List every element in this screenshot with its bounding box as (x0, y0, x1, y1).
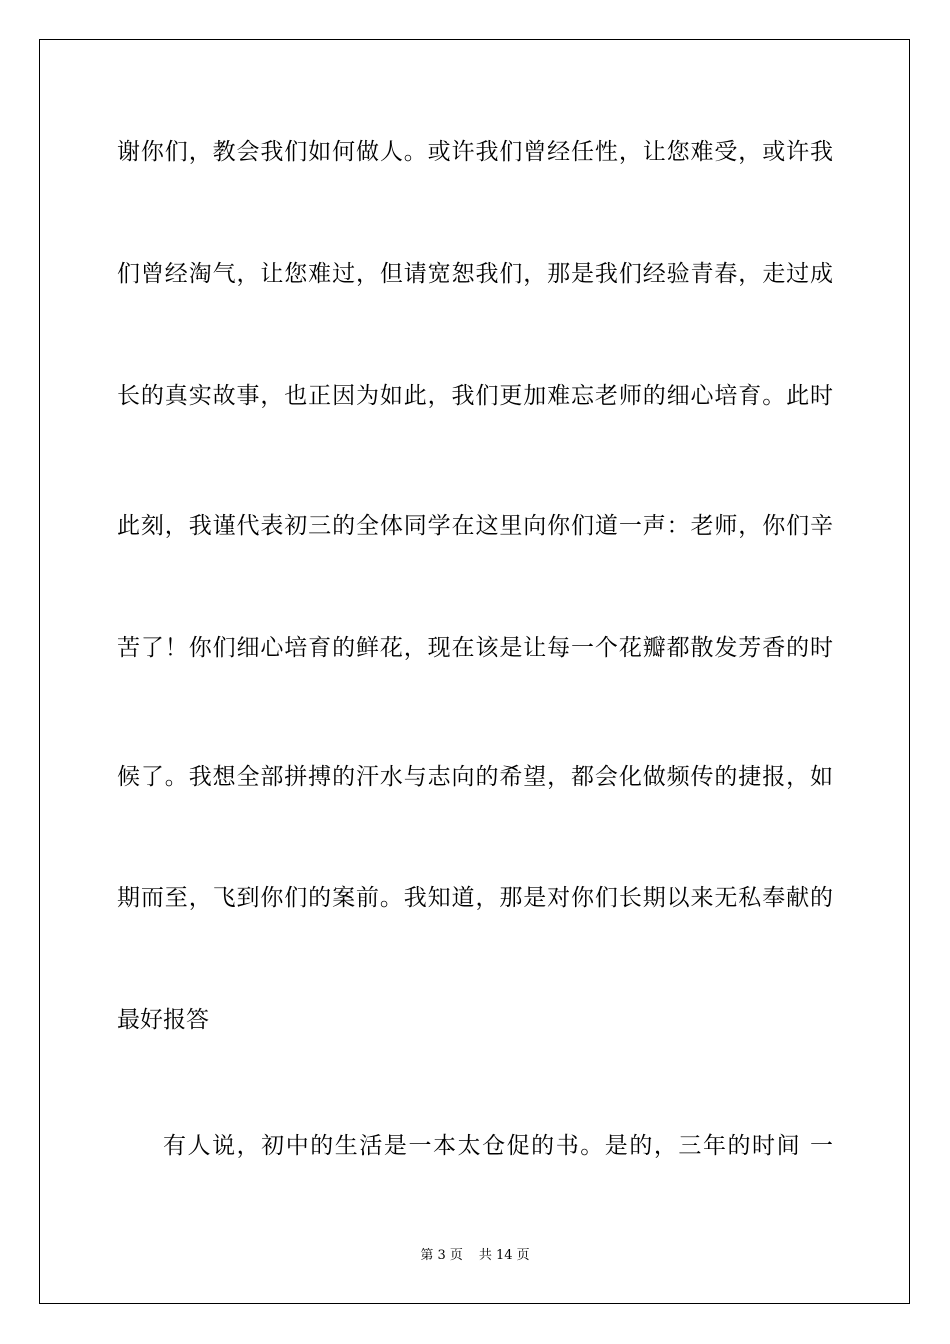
body-line-8: 最好报答 (117, 1007, 209, 1033)
body-line-5: 苦了！你们细心培育的鲜花，现在该是让每一个花瓣都散发芳香的时 (117, 635, 833, 661)
body-line-9: 有人说，初中的生活是一本太仓促的书。是的，三年的时间 一 (163, 1133, 833, 1159)
page-number: 第 3 页 (420, 1248, 463, 1263)
page-border (39, 39, 910, 1304)
body-line-1: 谢你们，教会我们如何做人。或许我们曾经任性，让您难受，或许我 (117, 139, 833, 165)
page-total: 共 14 页 (478, 1248, 530, 1263)
body-line-7: 期而至，飞到你们的案前。我知道，那是对你们长期以来无私奉献的 (117, 885, 833, 911)
body-line-6: 候了。我想全部拼搏的汗水与志向的希望，都会化做频传的捷报，如 (117, 764, 833, 790)
body-line-2: 们曾经淘气，让您难过，但请宽恕我们，那是我们经验青春，走过成 (117, 261, 833, 287)
body-line-3: 长的真实故事，也正因为如此，我们更加难忘老师的细心培育。此时 (117, 383, 833, 409)
body-line-4: 此刻，我谨代表初三的全体同学在这里向你们道一声：老师，你们辛 (117, 513, 833, 539)
page-footer (0, 1247, 950, 1265)
